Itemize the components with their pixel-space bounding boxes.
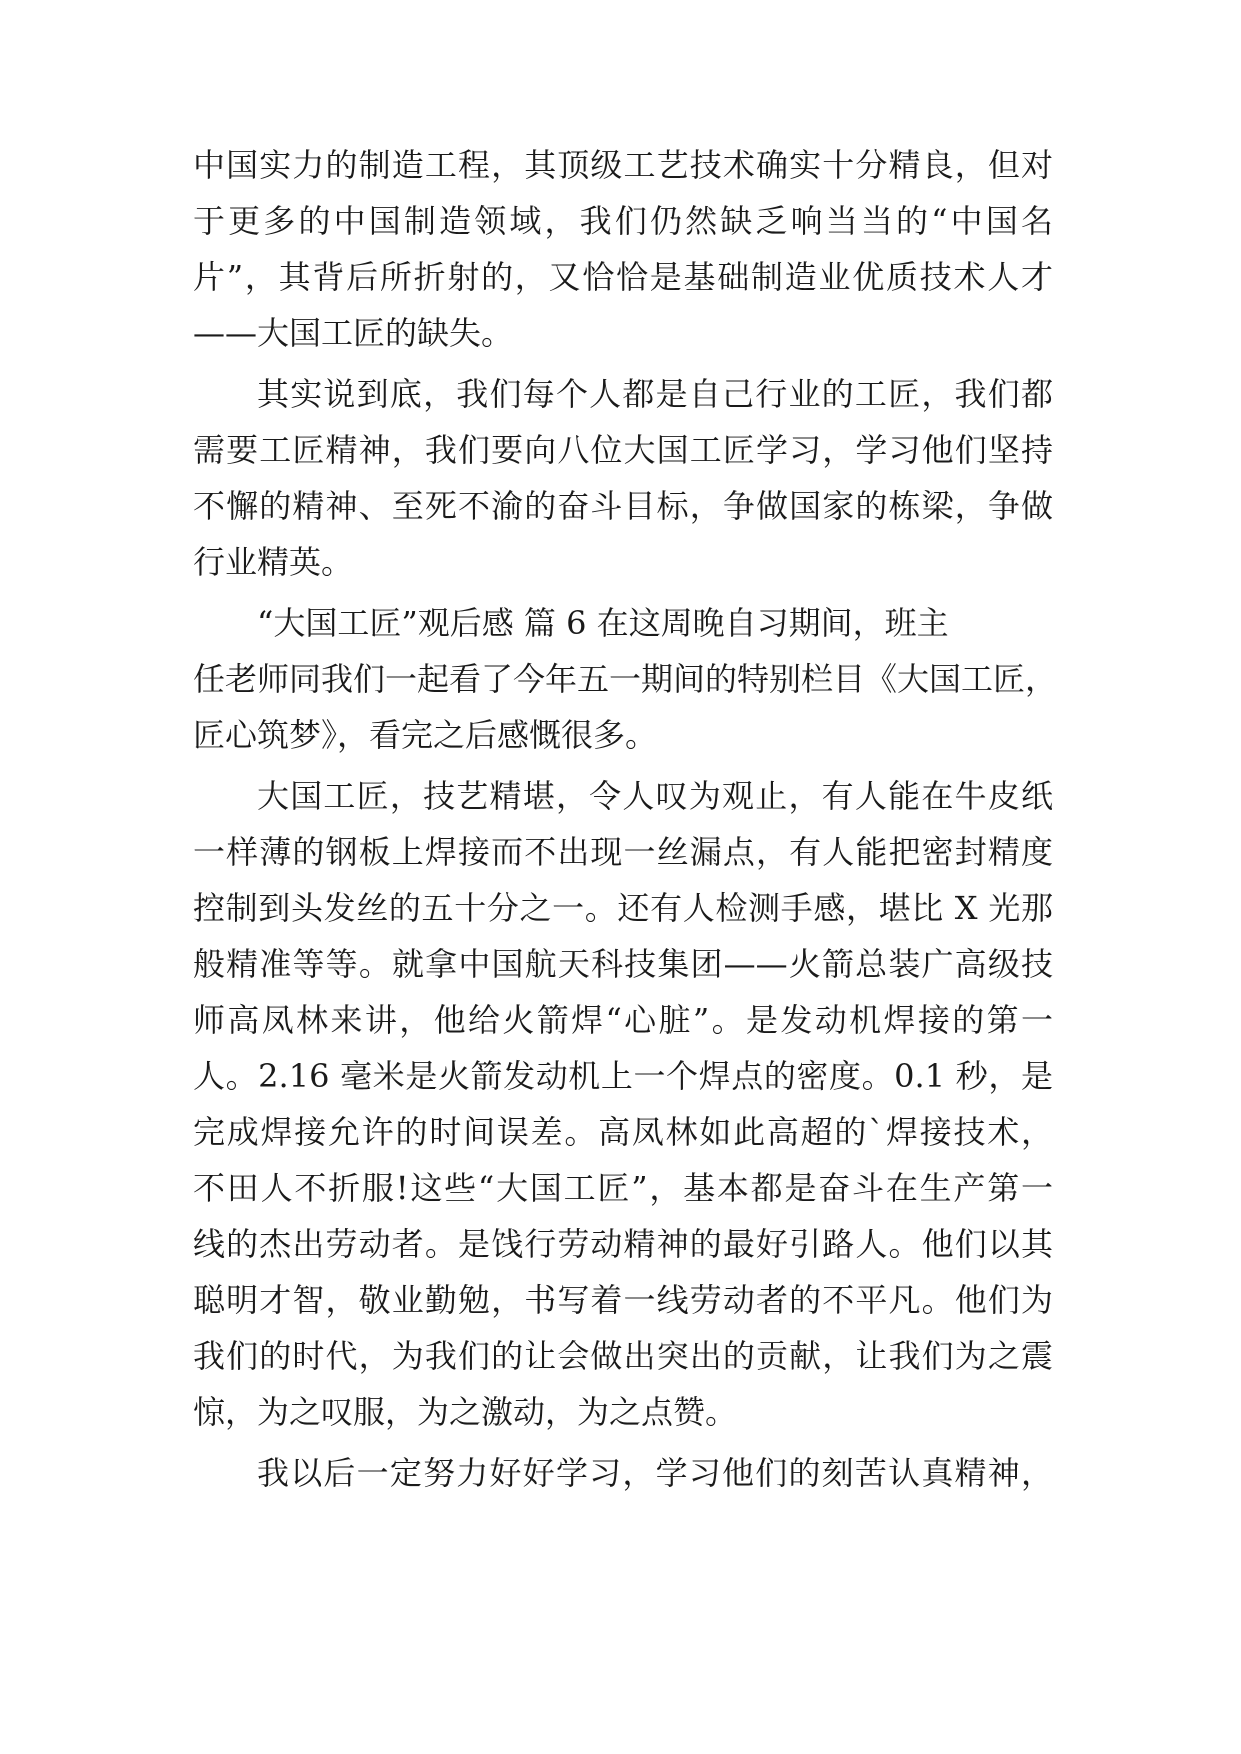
text-line: 于更多的中国制造领域，我们仍然缺乏响当当的“中国名 [193, 202, 1053, 240]
text-line: 控制到头发丝的五十分之一。还有人检测手感，堪比 X 光那 [193, 889, 1053, 927]
text-line: 聪明才智，敬业勤勉，书写着一线劳动者的不平凡。他们为 [193, 1281, 1053, 1319]
text-line: 片”，其背后所折射的，又恰恰是基础制造业优质技术人才 [193, 258, 1053, 296]
text-line: 不田人不折服!这些“大国工匠”，基本都是奋斗在生产第一 [193, 1169, 1053, 1207]
text-line: 完成焊接允许的时间误差。高凤林如此高超的`焊接技术， [193, 1113, 1053, 1151]
text-line: 大国工匠，技艺精堪，令人叹为观止，有人能在牛皮纸 [257, 777, 1053, 815]
text-line: 线的杰出劳动者。是饯行劳动精神的最好引路人。他们以其 [193, 1225, 1053, 1263]
text-line: 中国实力的制造工程，其顶级工艺技术确实十分精良，但对 [193, 146, 1053, 184]
text-line: 需要工匠精神，我们要向八位大国工匠学习，学习他们坚持 [193, 431, 1053, 469]
text-line: 一样薄的钢板上焊接而不出现一丝漏点，有人能把密封精度 [193, 833, 1053, 871]
text-line: 不懈的精神、至死不渝的奋斗目标，争做国家的栋梁，争做 [193, 487, 1053, 525]
text-line: 我们的时代，为我们的让会做出突出的贡献，让我们为之震 [193, 1337, 1053, 1375]
text-line: 其实说到底，我们每个人都是自己行业的工匠，我们都 [257, 375, 1053, 413]
text-line: 任老师同我们一起看了今年五一期间的特别栏目《大国工匠， [193, 660, 1058, 698]
text-line: 般精准等等。就拿中国航天科技集团——火箭总装广高级技 [193, 945, 1053, 983]
text-line: ——大国工匠的缺失。 [193, 314, 514, 352]
text-line: 人。2.16 毫米是火箭发动机上一个焊点的密度。0.1 秒，是 [193, 1057, 1053, 1095]
section-heading-line: “大国工匠”观后感 篇 6 在这周晚自习期间，班主 [257, 604, 949, 642]
text-line: 我以后一定努力好好学习，学习他们的刻苦认真精神， [257, 1454, 1053, 1492]
text-line: 惊，为之叹服，为之激动，为之点赞。 [193, 1393, 738, 1431]
text-line: 行业精英。 [193, 543, 354, 581]
text-line: 匠心筑梦》，看完之后感慨很多。 [193, 716, 658, 754]
text-line: 师高凤林来讲，他给火箭焊“心脏”。是发动机焊接的第一 [193, 1001, 1053, 1039]
